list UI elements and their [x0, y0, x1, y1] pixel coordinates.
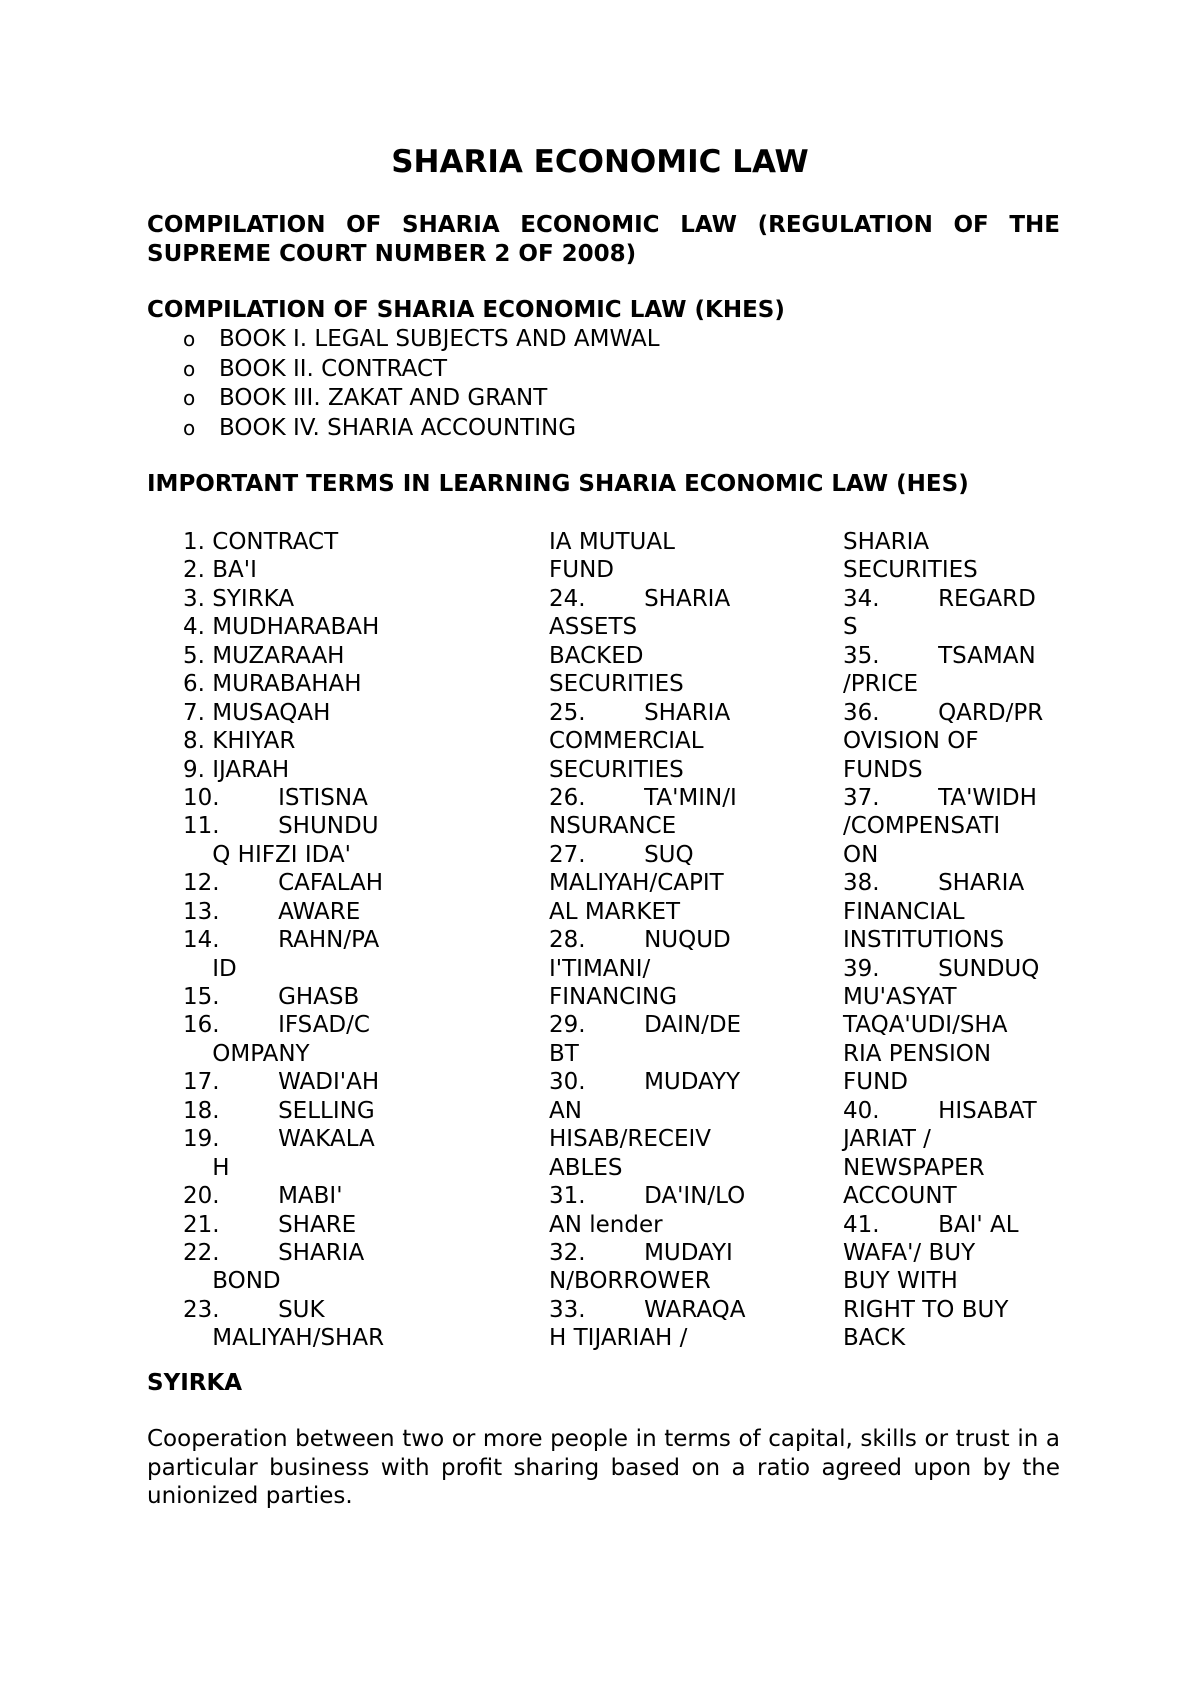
terms-column-1	[183, 528, 384, 1353]
term-line: 17. WADI'AH	[183, 1069, 380, 1096]
term-line: ON	[843, 841, 879, 868]
term-line: 18. SELLING	[183, 1097, 375, 1124]
term-line: 1. CONTRACT	[183, 529, 339, 555]
list-item	[183, 414, 660, 444]
term-line: BUY WITH	[843, 1268, 958, 1295]
term-line: SECURITIES	[843, 557, 978, 584]
term-line: 32. MUDAYI	[549, 1239, 733, 1266]
term-line: 15. GHASB	[183, 984, 360, 1010]
compilation-heading: COMPILATION OF SHARIA ECONOMIC LAW (REGULATION OF THE SUPREME COURT NUMBER 2 OF 2008)	[147, 212, 1060, 267]
bullet-icon: o	[183, 327, 196, 351]
term-line: 30. MUDAYY	[549, 1069, 741, 1096]
term-line: 33. WARAQA	[549, 1296, 746, 1323]
term-line: NSURANCE	[549, 813, 677, 840]
term-line: 34. REGARD	[843, 585, 1036, 612]
term-line: MALIYAH/SHAR	[183, 1325, 385, 1352]
term-line: 28. NUQUD	[549, 927, 731, 954]
bullet-icon: o	[183, 415, 196, 440]
term-line: COMMERCIAL	[549, 728, 704, 755]
term-line: 41. BAI' AL	[843, 1211, 1019, 1238]
term-line: NEWSPAPER	[843, 1154, 985, 1181]
term-line: 37. TA'WIDH	[843, 784, 1037, 811]
term-line: I'TIMANI/	[549, 955, 651, 982]
term-line: ABLES	[549, 1154, 623, 1181]
term-line: AN	[549, 1097, 582, 1124]
page-title: SHARIA ECONOMIC LAW	[391, 144, 809, 180]
term-line: /COMPENSATI	[843, 813, 1001, 840]
bullet-icon: o	[183, 356, 196, 381]
term-line: AL MARKET	[549, 898, 681, 925]
term-line: 16. IFSAD/C	[183, 1012, 370, 1039]
term-line: 10. ISTISNA	[183, 784, 368, 811]
term-line: 9. IJARAH	[183, 756, 290, 783]
term-line: IA MUTUAL	[549, 529, 675, 555]
books-list	[183, 325, 660, 443]
term-line: H TIJARIAH /	[549, 1325, 688, 1352]
term-line: 12. CAFALAH	[183, 870, 384, 897]
term-line: SECURITIES	[549, 671, 684, 698]
terms-column-3	[843, 528, 1043, 1353]
term-line: INSTITUTIONS	[843, 927, 1005, 954]
term-line: 26. TA'MIN/I	[549, 784, 737, 811]
term-line: 40. HISABAT	[843, 1097, 1037, 1124]
term-line: 7. MUSAQAH	[183, 699, 331, 726]
term-line: 31. DA'IN/LO	[549, 1183, 746, 1210]
term-line: 5. MUZARAAH	[183, 642, 345, 669]
syirka-definition: Cooperation between two or more people in terms of capital, skills or trust in a particular business with profit sharing based on a ratio agreed upon by the unionized parties.	[147, 1426, 1060, 1510]
syirka-heading: SYIRKA	[147, 1370, 243, 1396]
book-label: BOOK II. CONTRACT	[219, 355, 448, 382]
term-line: 35. TSAMAN	[843, 642, 1036, 669]
term-line: FINANCIAL	[843, 898, 965, 925]
term-line: 14. RAHN/PA	[183, 927, 380, 954]
term-line: WAFA'/ BUY	[843, 1239, 976, 1266]
list-item	[183, 325, 660, 355]
term-line: S	[843, 614, 858, 641]
term-line: OMPANY	[183, 1040, 310, 1067]
terms-column-2	[549, 528, 746, 1353]
list-item	[183, 384, 660, 414]
terms-heading: IMPORTANT TERMS IN LEARNING SHARIA ECONOMIC LAW (HES)	[147, 471, 969, 497]
term-line: FUNDS	[843, 756, 923, 783]
term-line: H	[183, 1154, 230, 1181]
list-item	[183, 355, 660, 385]
term-line: SECURITIES	[549, 756, 684, 783]
term-line: 4. MUDHARABAH	[183, 614, 380, 641]
term-line: 27. SUQ	[549, 841, 694, 868]
term-line: FUND	[843, 1069, 908, 1096]
term-line: 23. SUK	[183, 1296, 325, 1323]
term-line: HISAB/RECEIV	[549, 1126, 711, 1153]
bullet-icon: o	[183, 386, 196, 411]
term-line: RIGHT TO BUY	[843, 1296, 1009, 1323]
book-label: BOOK I. LEGAL SUBJECTS AND AMWAL	[219, 326, 660, 352]
term-line: 29. DAIN/DE	[549, 1012, 742, 1039]
term-line: /PRICE	[843, 671, 918, 698]
term-line: 11. SHUNDU	[183, 813, 379, 840]
term-line: ID	[183, 955, 237, 982]
khes-heading: COMPILATION OF SHARIA ECONOMIC LAW (KHES)	[147, 297, 785, 323]
term-line: BOND	[183, 1268, 281, 1295]
term-line: FUND	[549, 557, 614, 584]
term-line: Q HIFZI IDA'	[183, 841, 351, 868]
term-line: AN lender	[549, 1211, 663, 1238]
term-line: TAQA'UDI/SHA	[843, 1012, 1008, 1039]
term-line: BACKED	[549, 642, 644, 669]
term-line: 21. SHARE	[183, 1211, 357, 1238]
term-line: BT	[549, 1040, 579, 1067]
book-label: BOOK IV. SHARIA ACCOUNTING	[219, 414, 577, 441]
term-line: 3. SYIRKA	[183, 585, 295, 612]
term-line: OVISION OF	[843, 728, 979, 755]
term-line: 24. SHARIA	[549, 585, 731, 612]
term-line: N/BORROWER	[549, 1268, 711, 1295]
term-line: 25. SHARIA	[549, 699, 731, 726]
term-line: 36. QARD/PR	[843, 699, 1044, 726]
term-line: MU'ASYAT	[843, 984, 957, 1010]
term-line: 22. SHARIA	[183, 1239, 365, 1266]
term-line: 13. AWARE	[183, 898, 361, 925]
term-line: ACCOUNT	[843, 1183, 957, 1210]
term-line: 38. SHARIA	[843, 870, 1025, 897]
term-line: 6. MURABAHAH	[183, 671, 362, 698]
term-line: MALIYAH/CAPIT	[549, 870, 724, 897]
term-line: RIA PENSION	[843, 1040, 992, 1067]
term-line: SHARIA	[843, 529, 930, 555]
term-line: 39. SUNDUQ	[843, 955, 1040, 982]
term-line: FINANCING	[549, 984, 678, 1010]
term-line: JARIAT /	[843, 1126, 931, 1153]
book-label: BOOK III. ZAKAT AND GRANT	[219, 385, 548, 412]
term-line: 2. BA'I	[183, 557, 257, 584]
term-line: BACK	[843, 1325, 906, 1352]
term-line: 20. MABI'	[183, 1183, 343, 1210]
term-line: 19. WAKALA	[183, 1126, 375, 1153]
term-line: ASSETS	[549, 614, 638, 641]
term-line: 8. KHIYAR	[183, 728, 296, 755]
